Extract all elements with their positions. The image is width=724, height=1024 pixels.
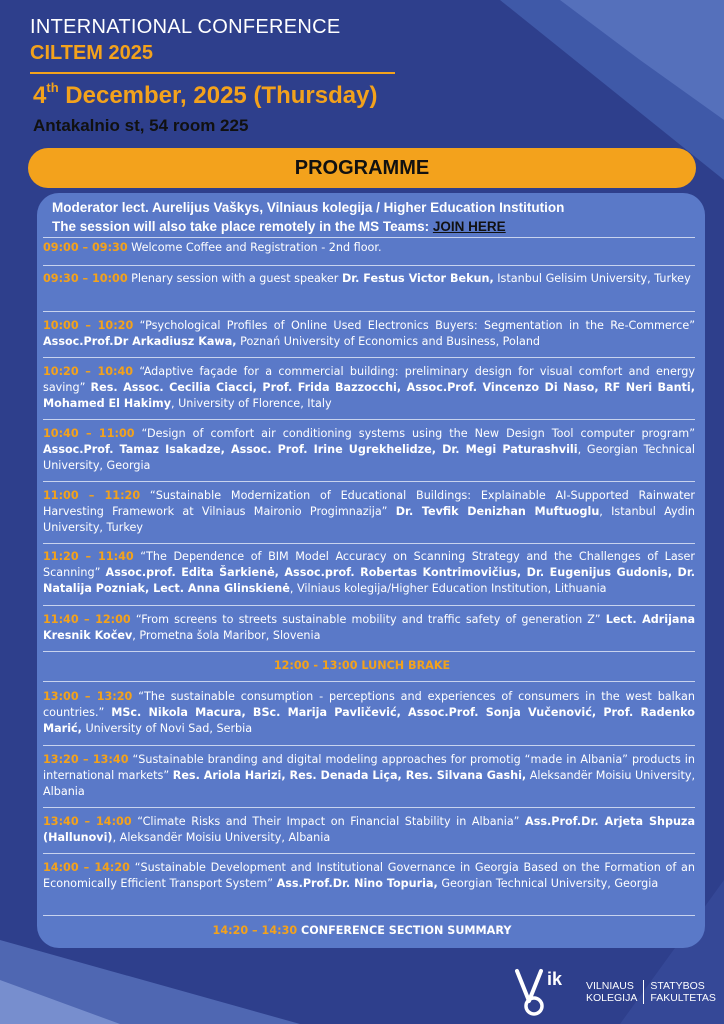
faculty-wordmark: VILNIAUS KOLEGIJA STATYBOS FAKULTETAS [586, 980, 716, 1004]
event-address: Antakalnio st, 54 room 225 [33, 116, 249, 135]
separator [43, 357, 695, 358]
session-item: 14:00 – 14:20 “Sustainable Development and Institutional Governance in Georgia Based on the Formation of an Economically Efficient Transport System” Ass.Prof.Dr. Nino Topuria, Georgian Technical University, Georgia [43, 861, 696, 890]
session-item: 09:00 – 09:30 Welcome Coffee and Registration - 2nd floor. [43, 241, 382, 254]
moderator-line: Moderator lect. Aurelijus Vaškys, Vilniaus kolegija / Higher Education Institution [52, 200, 565, 215]
date-day: 4 [33, 82, 47, 109]
separator [43, 807, 695, 808]
session-item: 11:40 – 12:00 “From screens to streets sustainable mobility and traffic safety of generation Z” Lect. Adrijana Kresnik Kočev, Prometna šola Maribor, Slovenia [43, 613, 695, 642]
separator [43, 915, 695, 916]
join-here-link[interactable]: JOIN HERE [432, 219, 506, 234]
header-divider [30, 72, 395, 74]
conference-name: CILTEM 2025 [30, 42, 153, 64]
session-item: 10:20 – 10:40 “Adaptive façade for a commercial building: preliminary design for visual comfort and energy saving” Res. Assoc. Cecilia Ciacci, Prof. Frida Bazzocchi, Assoc.Prof. Vincenzo Di Naso, RF Neri Banti, Mohamed El Hakimy, University of Florence, Italy [43, 365, 695, 410]
programme-banner [28, 148, 696, 188]
session-item: 09:30 – 10:00 Plenary session with a guest speaker Dr. Festus Victor Bekun, Istanbul Gelisim University, Turkey [43, 272, 691, 285]
date-suffix: th [46, 80, 59, 95]
moderator-info [52, 198, 564, 236]
separator [43, 745, 695, 746]
viko-logo-icon [515, 965, 575, 1017]
session-item: 13:00 – 13:20 “The sustainable consumption - perceptions and experiences of consumers in the west balkan countries.” MSc. Nikola Macura, BSc. Marija Pavličević, Assoc.Prof. Sonja Vučenović, Prof. Radenko Marić, University of Novi Sad, Serbia [43, 690, 696, 735]
separator [43, 311, 695, 312]
session-item: 11:00 – 11:20 “Sustainable Modernization of Educational Buildings: Explainable AI-Supported Rainwater Harvesting Framework at Vilniaus Maironio Progimnazija” Dr. Tevfik Denizhan Muftuoglu, Istanbul Aydin University, Turkey [43, 489, 695, 534]
separator [43, 853, 695, 854]
programme-title: PROGRAMME [294, 156, 430, 179]
session-item: 13:40 – 14:00 “Climate Risks and Their Impact on Financial Stability in Albania” Ass.Prof.Dr. Arjeta Shpuza (Hallunovi), Aleksandër Moisiu University, Albania [43, 815, 695, 844]
session-item: 10:40 – 11:00 “Design of comfort air conditioning systems using the New Design Tool computer program” Assoc.Prof. Tamaz Isakadze, Assoc. Prof. Irine Ugrekhelidze, Dr. Megi Paturashvili, Georgian Technical University, Georgia [43, 427, 695, 472]
section-summary: 14:20 – 14:30 CONFERENCE SECTION SUMMARY [212, 924, 512, 937]
separator [43, 651, 695, 652]
separator [43, 605, 695, 606]
event-date [33, 82, 377, 110]
remote-session-line: The session will also take place remotely in the MS Teams: JOIN HERE [52, 219, 506, 234]
svg-text:ik: ik [547, 969, 563, 989]
date-rest: December, 2025 (Thursday) [58, 82, 378, 109]
session-item: 13:20 – 13:40 “Sustainable branding and digital modeling approaches for promotig “made in Albania” products in international markets” Res. Ariola Harizi, Res. Denada Liça, Res. Silvana Gashi, Aleksandër Moisiu University, Albania [43, 753, 696, 798]
separator [43, 265, 695, 266]
separator [43, 237, 695, 238]
lunch-break: 12:00 - 13:00 LUNCH BRAKE [273, 659, 451, 672]
separator [43, 481, 695, 482]
session-item: 10:00 – 10:20 “Psychological Profiles of Online Used Electronics Buyers: Segmentation in the Re-Commerce” Assoc.Prof.Dr Arkadiusz Kawa, Poznań University of Economics and Business, Poland [43, 319, 695, 348]
separator [43, 419, 695, 420]
session-item: 11:20 – 11:40 “The Dependence of BIM Model Accuracy on Scanning Strategy and the Challenges of Laser Scanning” Assoc.prof. Edita Šarkienė, Assoc.prof. Robertas Kontrimovičius, Dr. Eugenijus Gudonis, Dr. Natalija Pozniak, Lect. Anna Glinskienė, Vilniaus kolegija/Higher Education Institution, Lithuania [43, 550, 695, 595]
separator [43, 681, 695, 682]
separator [43, 543, 695, 544]
conference-label: INTERNATIONAL CONFERENCE [30, 16, 341, 38]
